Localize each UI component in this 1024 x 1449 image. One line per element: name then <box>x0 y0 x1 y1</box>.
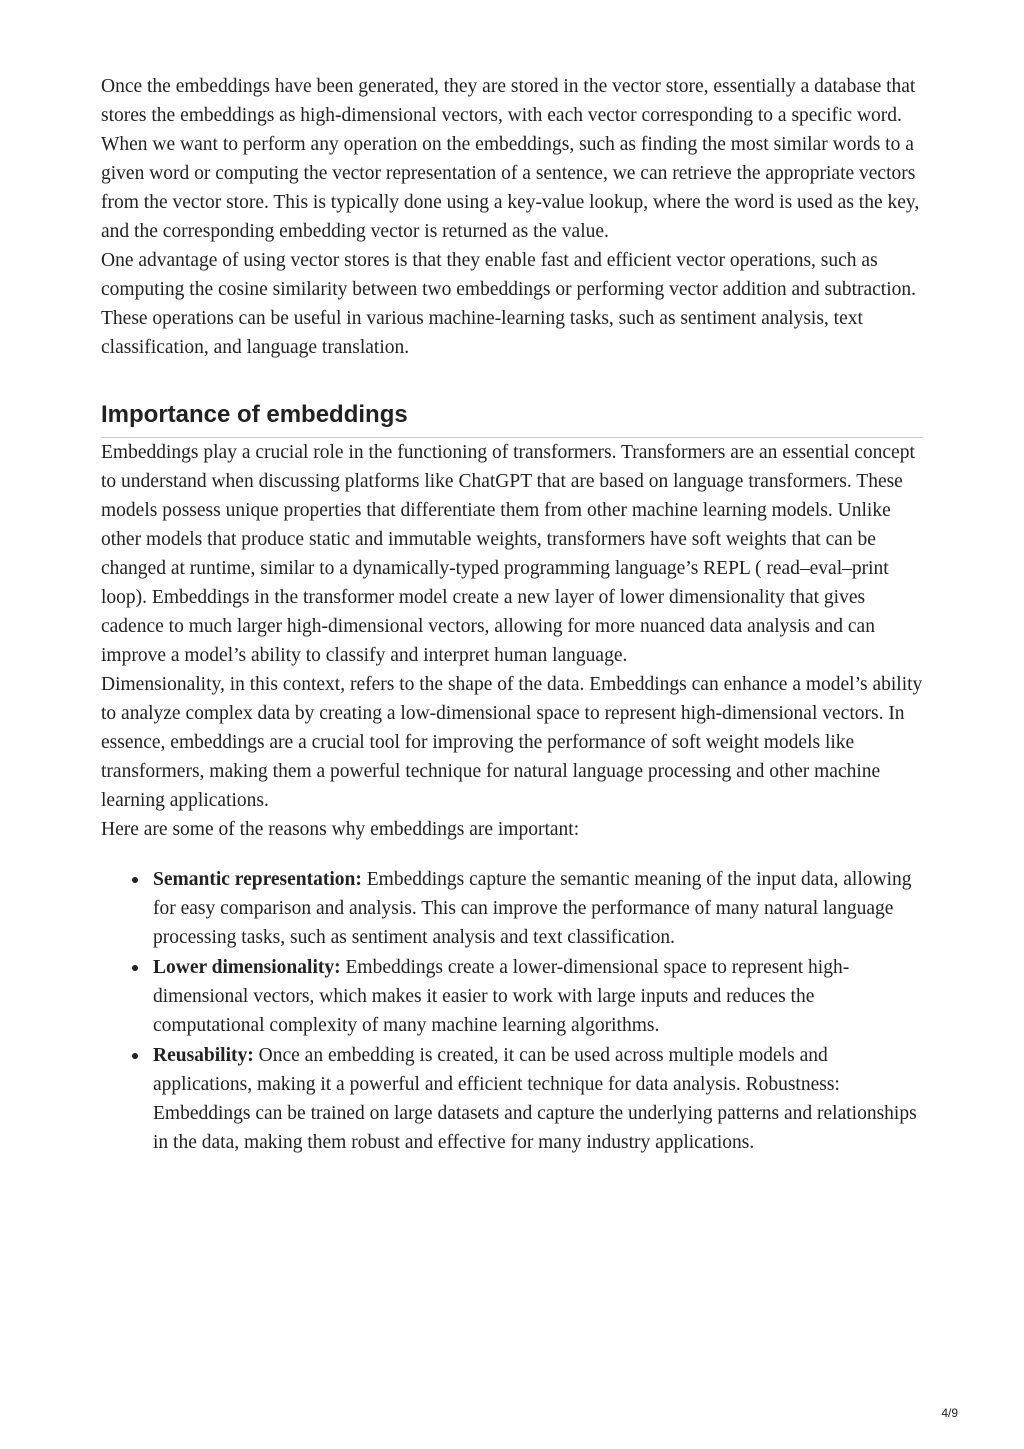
list-item <box>153 865 923 952</box>
list-item-term: Semantic representation: <box>153 869 362 890</box>
bullet-icon <box>132 877 138 883</box>
bullet-icon <box>132 965 138 971</box>
page-number: 4/9 <box>941 1406 958 1420</box>
list-item-text: Embeddings create a lower-dimensional space to represent high-dimensional vectors, which makes it easier to work with large inputs and reduces the computational complexity of many machine learning algorithms. <box>153 957 850 1036</box>
list-item-term: Reusability: <box>153 1045 254 1066</box>
list-item <box>153 953 923 1040</box>
paragraph-reasons-intro: Here are some of the reasons why embeddings are important: <box>101 819 580 840</box>
list-item-text: Embeddings capture the semantic meaning of the input data, allowing for easy comparison and analysis. This can improve the performance of many natural language processing tasks, such as sentiment analysis and text classification. <box>153 869 912 948</box>
list-item-text: Once an embedding is created, it can be used across multiple models and applications, making it a powerful and efficient technique for data analysis. Robustness: Embeddings can be trained on large datasets and capture the underlying patterns and relationships in the data, making them robust and effective for many industry applications. <box>153 1045 917 1153</box>
reasons-list <box>101 865 923 1157</box>
paragraph-vector-store: Once the embeddings have been generated, they are stored in the vector store, essentially a database that stores the embeddings as high-dimensional vectors, with each vector corresponding to a specific word. When we want to perform any operation on the embeddings, such as finding the most similar words to a given word or computing the vector representation of a sentence, we can retrieve the appropriate vectors from the vector store. This is typically done using a key-value lookup, where the word is used as the key, and the corresponding embedding vector is returned as the value. <box>101 76 920 242</box>
paragraph-dimensionality: Dimensionality, in this context, refers to the shape of the data. Embeddings can enhance a model’s ability to analyze complex data by creating a low-dimensional space to represent high-dimensional vectors. In essence, embeddings are a crucial tool for improving the performance of soft weight models like transformers, making them a powerful technique for natural language processing and other machine learning applications. <box>101 674 923 811</box>
paragraph-vector-store-advantage: One advantage of using vector stores is that they enable fast and efficient vector operations, such as computing the cosine similarity between two embeddings or performing vector addition and subtraction. These operations can be useful in various machine-learning tasks, such as sentiment analysis, text classification, and language translation. <box>101 250 917 358</box>
section-heading: Importance of embeddings <box>101 400 923 438</box>
list-item-term: Lower dimensionality: <box>153 957 341 978</box>
article-content <box>101 72 923 1158</box>
paragraph-transformers: Embeddings play a crucial role in the functioning of transformers. Transformers are an essential concept to understand when discussing platforms like ChatGPT that are based on language transformers. These models possess unique properties that differentiate them from other machine learning models. Unlike other models that produce static and immutable weights, transformers have soft weights that can be changed at runtime, similar to a dynamically-typed programming language’s REPL ( read–eval–print loop). Embeddings in the transformer model create a new layer of lower dimensionality that gives cadence to much larger high-dimensional vectors, allowing for more nuanced data analysis and can improve a model’s ability to classify and interpret human language. <box>101 442 915 666</box>
list-item <box>153 1041 923 1157</box>
bullet-icon <box>132 1053 138 1059</box>
